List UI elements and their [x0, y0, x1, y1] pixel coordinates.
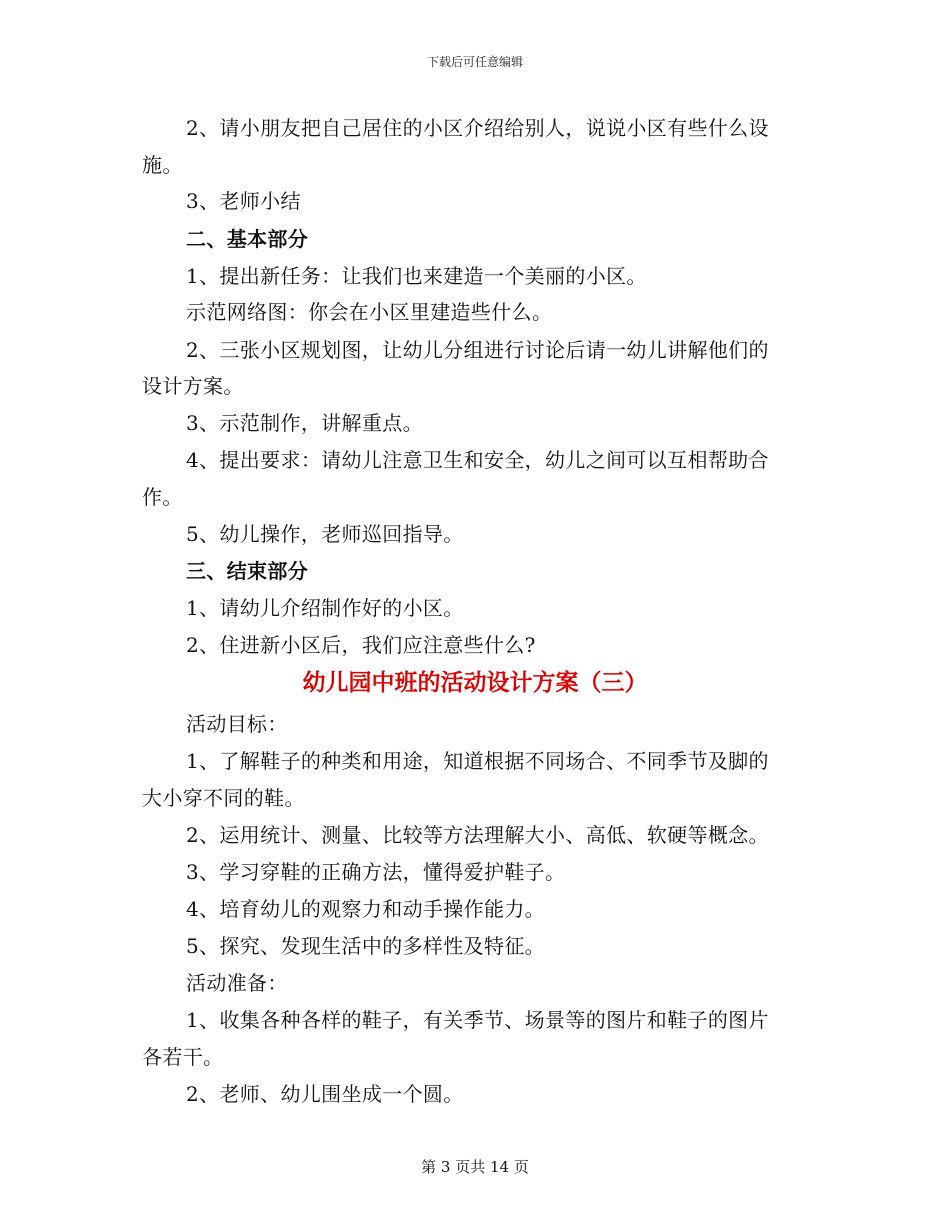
document-title: 幼儿园中班的活动设计方案（三） — [302, 669, 648, 696]
paragraph-line: 2、住进新小区后，我们应注意些什么? — [186, 633, 536, 657]
paragraph-line: 2、三张小区规划图，让幼儿分组进行讨论后请一幼儿讲解他们的 — [186, 338, 769, 362]
section-heading: 二、基本部分 — [186, 227, 309, 251]
paragraph-line: 施。 — [142, 153, 183, 177]
paragraph-line: 各若干。 — [142, 1045, 224, 1069]
paragraph-line: 2、运用统计、测量、比较等方法理解大小、高低、软硬等概念。 — [186, 823, 769, 847]
paragraph-line: 2、老师、幼儿围坐成一个圆。 — [186, 1082, 464, 1106]
paragraph-line: 1、收集各种各样的鞋子，有关季节、场景等的图片和鞋子的图片 — [186, 1008, 769, 1032]
paragraph-line: 3、学习穿鞋的正确方法，懂得爱护鞋子。 — [186, 860, 566, 884]
paragraph-line: 5、探究、发现生活中的多样性及特征。 — [186, 934, 546, 958]
paragraph-line: 作。 — [142, 485, 183, 509]
paragraph-line: 4、提出要求：请幼儿注意卫生和安全，幼儿之间可以互相帮助合 — [186, 448, 769, 472]
section-heading: 三、结束部分 — [186, 559, 309, 583]
page-header: 下载后可任意编辑 — [426, 55, 523, 69]
paragraph-line: 活动目标： — [186, 712, 288, 736]
paragraph-line: 5、幼儿操作，老师巡回指导。 — [186, 522, 464, 546]
paragraph-line: 示范网络图：你会在小区里建造些什么。 — [186, 300, 553, 324]
page-footer: 第 3 页共 14 页 — [421, 1158, 529, 1176]
paragraph-line: 1、了解鞋子的种类和用途，知道根据不同场合、不同季节及脚的 — [186, 749, 769, 773]
paragraph-line: 设计方案。 — [142, 374, 244, 398]
paragraph-line: 3、老师小结 — [186, 189, 301, 213]
paragraph-line: 1、提出新任务：让我们也来建造一个美丽的小区。 — [186, 264, 647, 288]
paragraph-line: 活动准备： — [186, 971, 288, 995]
paragraph-line: 3、示范制作，讲解重点。 — [186, 411, 423, 435]
paragraph-line: 大小穿不同的鞋。 — [142, 786, 305, 810]
paragraph-line: 1、请幼儿介绍制作好的小区。 — [186, 596, 464, 620]
paragraph-line: 2、请小朋友把自己居住的小区介绍给别人，说说小区有些什么设 — [186, 116, 769, 140]
paragraph-line: 4、培育幼儿的观察力和动手操作能力。 — [186, 897, 546, 921]
